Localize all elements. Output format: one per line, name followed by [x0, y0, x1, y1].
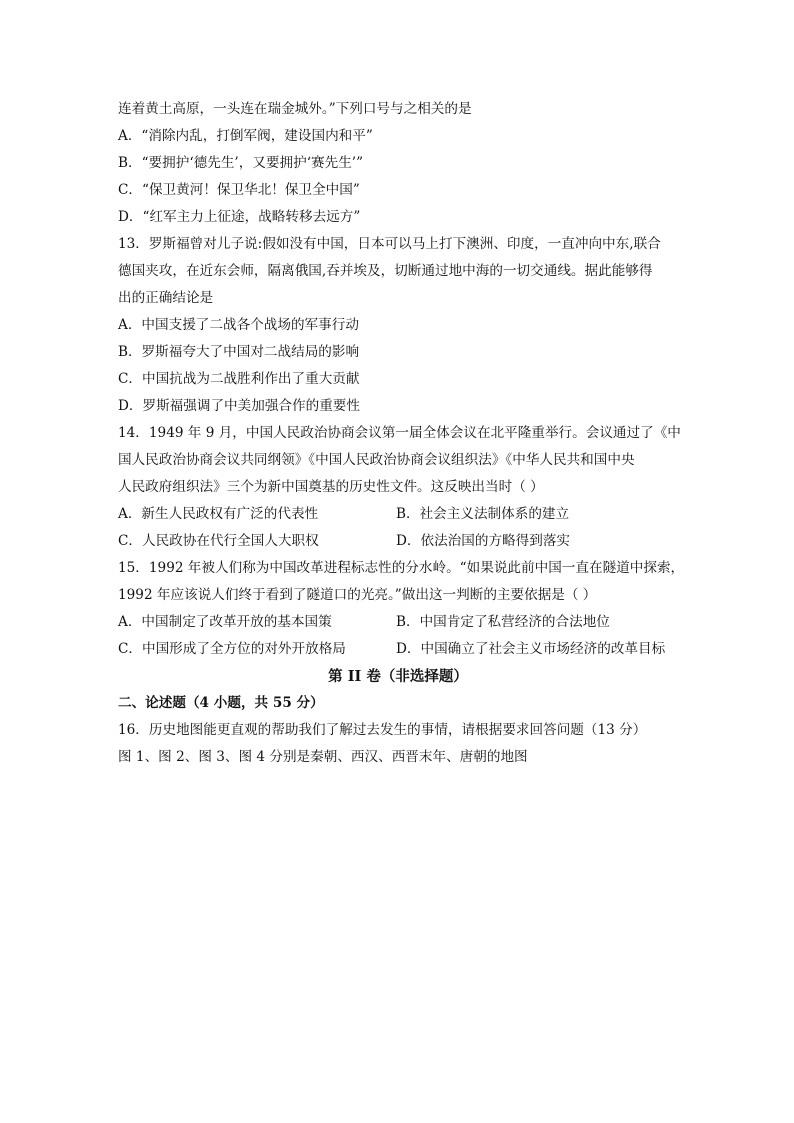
q14-stem-line-3: 人民政府组织法》三个为新中国奠基的历史性文件。这反映出当时（ ）: [118, 479, 544, 495]
q13-option-c: C．中国抗战为二战胜利作出了重大贡献: [118, 371, 360, 387]
q15-stem-line-2: 1992 年应该说人们终于看到了隧道口的光亮。”做出这一判断的主要依据是（ ）: [118, 587, 597, 603]
q13-option-a: A．中国支援了二战各个战场的军事行动: [118, 317, 359, 333]
q14-option-b: B．社会主义法制体系的建立: [396, 506, 570, 522]
q12-option-d: D．“红军主力上征途，战略转移去远方”: [118, 209, 361, 225]
q15-options-row-2: [118, 636, 678, 663]
q14-option-d: D．依法治国的方略得到落实: [396, 533, 571, 549]
q15-option-c: C．中国形成了全方位的对外开放格局: [118, 641, 346, 657]
q15-option-b: B．中国肯定了私营经济的合法地位: [396, 614, 610, 630]
q16-stem: 16．历史地图能更直观的帮助我们了解过去发生的事情，请根据要求回答问题（13 分）: [118, 722, 647, 738]
q14-option-a: A．新生人民政权有广泛的代表性: [118, 506, 319, 522]
q13-option-d: D．罗斯福强调了中美加强合作的重要性: [118, 398, 360, 414]
q13-stem-line-2: 德国夹攻，在近东会师，隔离俄国,吞并埃及，切断通过地中海的一切交通线。据此能够得: [118, 263, 653, 279]
q15-options-row-1: [118, 609, 678, 636]
q13-stem-line-1: 13．罗斯福曾对儿子说:假如没有中国，日本可以马上打下澳洲、印度，一直冲向中东,联合: [118, 236, 661, 252]
q13-option-b: B．罗斯福夸大了中国对二战结局的影响: [118, 344, 360, 360]
q15-option-a: A．中国制定了改革开放的基本国策: [118, 614, 332, 630]
exam-content: [118, 96, 685, 771]
q16-map-note: 图 1、图 2、图 3、图 4 分别是秦朝、西汉、西晋末年、唐朝的地图: [118, 749, 528, 765]
q14-options-row-1: [118, 501, 678, 528]
q15-stem-line-1: 15．1992 年被人们称为中国改革进程标志性的分水岭。“如果说此前中国一直在隧道中探索，: [118, 560, 685, 576]
q14-options-row-2: [118, 528, 678, 555]
q12-option-b: B．“要拥护‘德先生’，又要拥护‘赛先生’”: [118, 155, 364, 171]
q12-option-a: A．“消除内乱，打倒军阀，建设国内和平”: [118, 128, 373, 144]
q15-option-d: D．中国确立了社会主义市场经济的改革目标: [396, 641, 666, 657]
q12-stem-continuation: 连着黄土高原，一头连在瑞金城外。”下列口号与之相关的是: [118, 101, 472, 117]
section-2-title: 第 II 卷（非选择题）: [328, 668, 468, 685]
q13-stem-line-3: 出的正确结论是: [118, 290, 214, 306]
q14-stem-line-1: 14．1949 年 9 月，中国人民政治协商会议第一届全体会议在北平隆重举行。会议通过了《中: [118, 425, 681, 441]
q14-stem-line-2: 国人民政治协商会议共同纲领》《中国人民政治协商会议组织法》《中华人民共和国中央: [118, 452, 635, 468]
q12-option-c: C．“保卫黄河！保卫华北！保卫全中国”: [118, 182, 360, 198]
section-2-part-heading: 二、论述题（4 小题，共 55 分）: [118, 695, 324, 711]
q14-option-c: C．人民政协在代行全国人大职权: [118, 533, 319, 549]
